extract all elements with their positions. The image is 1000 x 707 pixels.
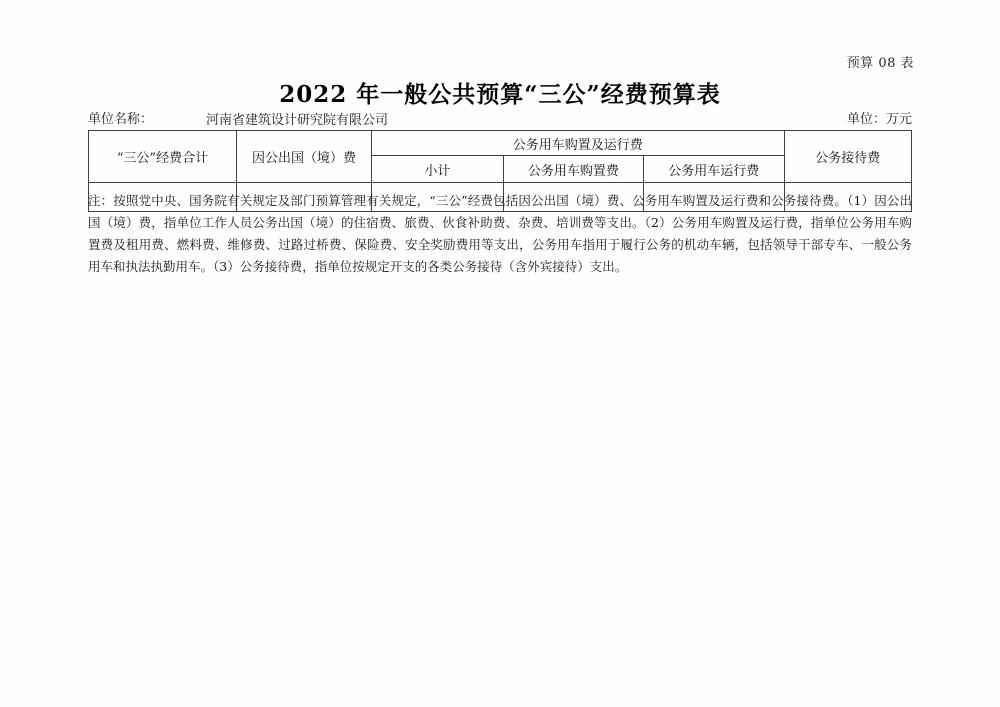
header-hospitality: 公务接待费: [784, 131, 912, 183]
header-vehicle-group: 公务用车购置及运行费: [371, 131, 784, 156]
header-vehicle-subtotal: 小计: [371, 156, 503, 183]
amount-unit-label: 单位：万元: [846, 112, 912, 127]
table-header-row-1: [89, 131, 912, 156]
header-vehicle-operation: 公务用车运行费: [644, 156, 784, 183]
table-notes: [88, 190, 912, 278]
unit-name-value: 河南省建筑设计研究院有限公司: [206, 113, 389, 128]
document-meta-row: [88, 108, 912, 128]
unit-name-label: 单位名称：: [88, 112, 154, 127]
header-total: “三公”经费合计: [89, 131, 237, 183]
form-code-label: 预算 08 表: [846, 56, 914, 71]
header-abroad: 因公出国（境）费: [236, 131, 371, 183]
header-vehicle-purchase: 公务用车购置费: [503, 156, 643, 183]
page-title: 2022 年一般公共预算“三公”经费预算表: [279, 81, 721, 108]
notes-text: 注：按照党中央、国务院有关规定及部门预算管理有关规定，“三公”经费包括因公出国（境）费、公务用车购置及运行费和公务接待费。（1）因公出国（境）费，指单位工作人员公务出国（境）的住宿费、旅费、伙食补助费、杂费、培训费等支出。（2）公务用车购置及运行费，指单位公务用车购置费及租用费、燃料费、维修费、过路过桥费、保险费、安全奖励费用等支出，公务用车指用于履行公务的机动车辆，包括领导干部专车、一般公务用车和执法执勤用车。（3）公务接待费，指单位按规定开支的各类公务接待（含外宾接待）支出。: [88, 193, 912, 274]
